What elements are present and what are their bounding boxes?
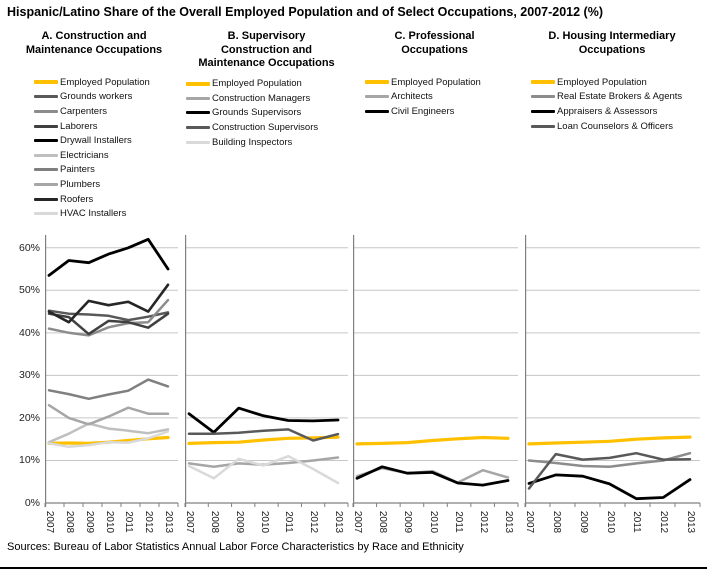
legend-item: [365, 104, 518, 119]
legend-item: [34, 148, 180, 163]
legend-label: Roofers: [60, 193, 94, 205]
legend-item: [531, 119, 703, 134]
legend-item: [34, 206, 180, 221]
x-axis-label: 2013: [163, 510, 174, 534]
legend-item: [34, 104, 180, 119]
legend-label: HVAC Installers: [60, 208, 127, 220]
legend-line-swatch: [34, 139, 58, 142]
legend-label: Drywall Installers: [60, 135, 132, 147]
y-axis-label: 40%: [18, 326, 40, 339]
y-axis-label: 20%: [18, 411, 40, 424]
legend-item: [34, 163, 180, 178]
x-axis-label: 2013: [685, 510, 696, 534]
x-axis-label: 2009: [402, 510, 414, 534]
x-axis-label: 2012: [658, 510, 670, 534]
legend-label: Plumbers: [60, 178, 101, 190]
y-axis-label: 60%: [18, 241, 40, 254]
legend-label: Grounds Supervisors: [212, 107, 302, 119]
legend-label: Painters: [60, 164, 95, 176]
legend-line-swatch: [365, 95, 389, 98]
legend-label: Construction Managers: [212, 92, 311, 104]
legend-line-swatch: [34, 198, 58, 201]
legend-line-swatch: [34, 212, 58, 215]
legend-label: Civil Engineers: [391, 105, 455, 117]
legend-item: [531, 75, 703, 90]
legend-line-swatch: [186, 82, 210, 86]
panel-title-line: Occupations: [578, 43, 646, 56]
x-axis-label: 2008: [208, 510, 220, 534]
x-axis-label: 2012: [477, 510, 489, 534]
series-line: [529, 437, 690, 444]
legend-label: Carpenters: [60, 105, 107, 117]
x-axis-label: 2009: [233, 510, 245, 534]
legend-item: [365, 90, 518, 105]
legend-label: Employed Population: [557, 76, 647, 88]
panel-header-d: [521, 30, 703, 133]
x-axis-label: 2013: [503, 510, 514, 534]
legend-line-swatch: [34, 168, 58, 171]
legend-line-swatch: [531, 95, 555, 98]
legend-item: [186, 106, 350, 121]
chart-svg-c: [353, 235, 518, 509]
series-line: [49, 239, 168, 275]
legend-line-swatch: [186, 97, 210, 100]
legend-item: [365, 75, 518, 90]
legend-line-swatch: [531, 80, 555, 84]
legend-a: [8, 75, 180, 221]
x-axis-label: 2009: [577, 510, 589, 534]
x-axis-label: 2011: [123, 511, 135, 533]
series-line: [189, 408, 338, 432]
legend-line-swatch: [186, 111, 210, 114]
x-axis-label: 2008: [63, 510, 75, 534]
legend-line-swatch: [34, 125, 58, 128]
x-axis-label: 2010: [258, 510, 270, 534]
panel-title-c: [351, 30, 518, 57]
legend-item: [531, 104, 703, 119]
legend-item: [186, 120, 350, 135]
x-axis-label: 2007: [184, 510, 195, 534]
legend-label: Employed Population: [391, 76, 481, 88]
series-line: [357, 438, 508, 444]
x-axis-label: 2010: [604, 510, 616, 534]
legend-label: Construction Supervisors: [212, 122, 319, 134]
legend-c: [351, 75, 518, 119]
x-axis-label: 2011: [452, 511, 464, 533]
legend-label: Electricians: [60, 149, 109, 161]
legend-d: [521, 75, 703, 133]
series-line: [529, 475, 690, 499]
legend-line-swatch: [186, 126, 210, 129]
legend-line-swatch: [531, 125, 555, 128]
panel-title-line: Construction and: [220, 43, 313, 56]
legend-label: Architects: [391, 91, 433, 103]
legend-line-swatch: [34, 154, 58, 157]
x-axis-label: 2008: [377, 510, 389, 534]
legend-label: Laborers: [60, 120, 98, 132]
panel-title-line: D. Housing Intermediary: [548, 30, 676, 42]
legend-label: Employed Population: [212, 78, 302, 90]
legend-item: [34, 192, 180, 207]
x-axis-label: 2007: [44, 510, 55, 534]
x-axis-label: 2013: [333, 510, 344, 534]
legend-line-swatch: [186, 141, 210, 144]
legend-line-swatch: [34, 95, 58, 98]
legend-item: [34, 177, 180, 192]
legend-line-swatch: [531, 110, 555, 113]
legend-line-swatch: [365, 110, 389, 113]
legend-line-swatch: [34, 183, 58, 186]
legend-label: Loan Counselors & Officers: [557, 120, 673, 132]
x-axis-label: 2007: [352, 510, 363, 534]
legend-label: Building Inspectors: [212, 136, 293, 148]
legend-item: [186, 91, 350, 106]
legend-item: [34, 133, 180, 148]
x-axis-label: 2011: [283, 511, 295, 533]
panel-title-d: [521, 30, 703, 57]
panel-title-line: Maintenance Occupations: [25, 43, 163, 56]
panel-title-line: A. Construction and: [41, 30, 147, 42]
panel-header-c: [351, 30, 518, 119]
legend-line-swatch: [34, 110, 58, 113]
legend-item: [34, 90, 180, 105]
y-axis-label: 0%: [24, 497, 40, 509]
x-axis-label: 2011: [631, 511, 643, 533]
bottom-rule: [0, 567, 707, 569]
x-axis-label: 2012: [308, 510, 320, 534]
legend-label: Appraisers & Assessors: [557, 105, 658, 117]
panel-title-line: B. Supervisory: [227, 30, 306, 42]
y-axis-label: 30%: [18, 369, 40, 382]
legend-item: [186, 135, 350, 150]
x-axis-label: 2007: [524, 510, 535, 534]
x-axis-label: 2010: [103, 510, 115, 534]
panel-title-line: Maintenance Occupations: [198, 57, 335, 69]
chart-svg-a: [45, 235, 178, 509]
panel-header-b: [183, 30, 350, 149]
legend-label: Real Estate Brokers & Agents: [557, 91, 683, 103]
panel-title-line: Occupations: [401, 43, 468, 56]
legend-item: [34, 119, 180, 134]
legend-item: [34, 75, 180, 90]
x-axis-label: 2012: [143, 510, 155, 534]
series-line: [357, 468, 508, 483]
legend-label: Employed Population: [60, 76, 150, 88]
series-line: [49, 380, 168, 399]
panel-header-a: [8, 30, 180, 221]
x-axis-label: 2010: [427, 510, 439, 534]
source-note: Sources: Bureau of Labor Statistics Annual Labor Force Characteristics by Race and Ethnicity: [7, 541, 464, 553]
legend-label: Grounds workers: [60, 91, 133, 103]
panel-title-line: C. Professional: [394, 30, 475, 42]
panel-title-b: [183, 30, 350, 71]
series-line: [49, 405, 168, 424]
x-axis-label: 2009: [83, 510, 95, 534]
legend-b: [183, 77, 350, 150]
legend-item: [186, 77, 350, 92]
panel-title-a: [8, 30, 180, 57]
chart-title: Hispanic/Latino Share of the Overall Employed Population and of Select Occupations, 2007-2012 (%): [7, 5, 603, 19]
y-axis-label: 50%: [18, 284, 40, 297]
y-axis-label: 10%: [18, 454, 40, 467]
legend-line-swatch: [34, 80, 58, 84]
legend-line-swatch: [365, 80, 389, 84]
legend-item: [531, 90, 703, 105]
chart-svg-d: [525, 235, 700, 509]
x-axis-label: 2008: [550, 510, 562, 534]
chart-svg-b: [185, 235, 348, 509]
